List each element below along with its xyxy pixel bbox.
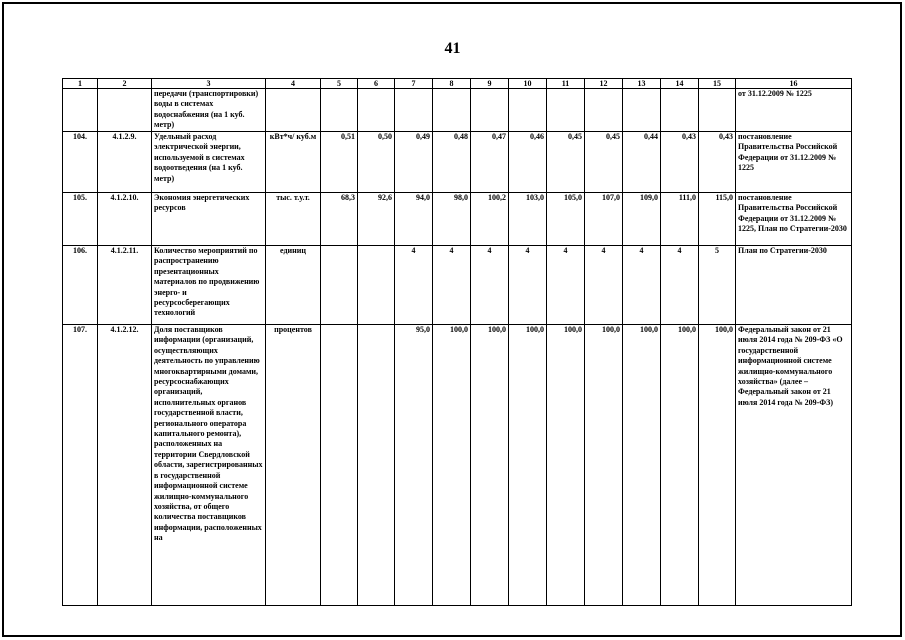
- indicator-name: Удельный расход электрической энергии, используемой в системах водоотведения (на 1 куб. метр): [152, 132, 266, 193]
- value-cell: 0,45: [585, 132, 623, 193]
- value-cell: [321, 246, 358, 325]
- value-cell: 100,0: [509, 325, 547, 606]
- value-cell: 4: [509, 246, 547, 325]
- value-cell: [547, 89, 585, 132]
- column-header: 6: [358, 79, 395, 89]
- value-cell: 0,43: [661, 132, 699, 193]
- value-cell: 100,0: [585, 325, 623, 606]
- value-cell: [395, 89, 433, 132]
- value-cell: 111,0: [661, 193, 699, 246]
- value-cell: [699, 89, 736, 132]
- value-cell: 100,0: [623, 325, 661, 606]
- row-number: 107.: [63, 325, 98, 606]
- indicator-code: 4.1.2.9.: [98, 132, 152, 193]
- column-header: 13: [623, 79, 661, 89]
- value-cell: 0,51: [321, 132, 358, 193]
- value-cell: 4: [547, 246, 585, 325]
- value-cell: 100,2: [471, 193, 509, 246]
- value-cell: [471, 89, 509, 132]
- column-number-header: [63, 79, 852, 89]
- column-header: 4: [266, 79, 321, 89]
- value-cell: [623, 89, 661, 132]
- value-cell: [661, 89, 699, 132]
- unit: кВт*ч/ куб.м: [266, 132, 321, 193]
- table-row: [63, 89, 852, 132]
- value-cell: 4: [433, 246, 471, 325]
- source-document: Федеральный закон от 21 июля 2014 года № 209-ФЗ «О государственной информационной системе жилищно-коммунального хозяйства» (далее – Федеральный закон от 21 июля 2014 года № 209-ФЗ): [736, 325, 852, 606]
- row-number: 105.: [63, 193, 98, 246]
- source-document: План по Стратегии-2030: [736, 246, 852, 325]
- value-cell: 100,0: [661, 325, 699, 606]
- column-header: 14: [661, 79, 699, 89]
- value-cell: 100,0: [433, 325, 471, 606]
- indicator-code: [98, 89, 152, 132]
- indicator-name: Доля поставщиков информации (организаций, осуществляющих деятельность по управлению многоквартирными домами, ресурсоснабжающих организаций, исполнительных органов государственной власти, регионального оператора капитального ремонта), расположенных на территории Свердловской области, зарегистрированных в государственной информационной системе жилищно-коммунального хозяйства, от общего количества поставщиков информации, расположенных на: [152, 325, 266, 606]
- value-cell: 4: [623, 246, 661, 325]
- value-cell: 4: [395, 246, 433, 325]
- value-cell: [358, 246, 395, 325]
- column-header: 3: [152, 79, 266, 89]
- column-header: 7: [395, 79, 433, 89]
- column-header: 15: [699, 79, 736, 89]
- value-cell: 105,0: [547, 193, 585, 246]
- value-cell: [509, 89, 547, 132]
- value-cell: [433, 89, 471, 132]
- column-header: 1: [63, 79, 98, 89]
- source-document: постановление Правительства Российской Федерации от 31.12.2009 № 1225: [736, 132, 852, 193]
- source-document: постановление Правительства Российской Федерации от 31.12.2009 № 1225, План по Стратегии-2030: [736, 193, 852, 246]
- indicators-table: [62, 78, 852, 606]
- table-row: [63, 325, 852, 606]
- value-cell: 95,0: [395, 325, 433, 606]
- column-header: 11: [547, 79, 585, 89]
- column-header: 2: [98, 79, 152, 89]
- source-document: от 31.12.2009 № 1225: [736, 89, 852, 132]
- column-header: 16: [736, 79, 852, 89]
- value-cell: 0,44: [623, 132, 661, 193]
- indicator-name: Экономия энергетических ресурсов: [152, 193, 266, 246]
- value-cell: 98,0: [433, 193, 471, 246]
- table-row: [63, 193, 852, 246]
- indicator-name: Количество мероприятий по распространению презентационных материалов по продвижению энерго- и ресурсосберегающих технологий: [152, 246, 266, 325]
- value-cell: 94,0: [395, 193, 433, 246]
- value-cell: 0,50: [358, 132, 395, 193]
- indicator-code: 4.1.2.10.: [98, 193, 152, 246]
- unit: процентов: [266, 325, 321, 606]
- value-cell: 109,0: [623, 193, 661, 246]
- value-cell: [585, 89, 623, 132]
- column-header: 5: [321, 79, 358, 89]
- value-cell: 100,0: [471, 325, 509, 606]
- column-header: 10: [509, 79, 547, 89]
- indicator-code: 4.1.2.11.: [98, 246, 152, 325]
- value-cell: 0,48: [433, 132, 471, 193]
- page-number: 41: [444, 40, 461, 57]
- value-cell: 0,45: [547, 132, 585, 193]
- value-cell: 0,49: [395, 132, 433, 193]
- value-cell: 92,6: [358, 193, 395, 246]
- value-cell: 4: [471, 246, 509, 325]
- column-header: 12: [585, 79, 623, 89]
- value-cell: [321, 89, 358, 132]
- value-cell: [358, 89, 395, 132]
- value-cell: 0,46: [509, 132, 547, 193]
- value-cell: 103,0: [509, 193, 547, 246]
- value-cell: 4: [585, 246, 623, 325]
- value-cell: [321, 325, 358, 606]
- value-cell: [358, 325, 395, 606]
- row-number: [63, 89, 98, 132]
- value-cell: 100,0: [699, 325, 736, 606]
- value-cell: 68,3: [321, 193, 358, 246]
- table-row: [63, 246, 852, 325]
- value-cell: 4: [661, 246, 699, 325]
- indicator-code: 4.1.2.12.: [98, 325, 152, 606]
- value-cell: 115,0: [699, 193, 736, 246]
- value-cell: 100,0: [547, 325, 585, 606]
- column-header: 9: [471, 79, 509, 89]
- unit: единиц: [266, 246, 321, 325]
- column-header: 8: [433, 79, 471, 89]
- value-cell: 107,0: [585, 193, 623, 246]
- value-cell: 0,43: [699, 132, 736, 193]
- unit: [266, 89, 321, 132]
- indicator-name: передачи (транспортировки) воды в системах водоснабжения (на 1 куб. метр): [152, 89, 266, 132]
- row-number: 104.: [63, 132, 98, 193]
- table-row: [63, 132, 852, 193]
- value-cell: 0,47: [471, 132, 509, 193]
- unit: тыс. т.у.т.: [266, 193, 321, 246]
- row-number: 106.: [63, 246, 98, 325]
- value-cell: 5: [699, 246, 736, 325]
